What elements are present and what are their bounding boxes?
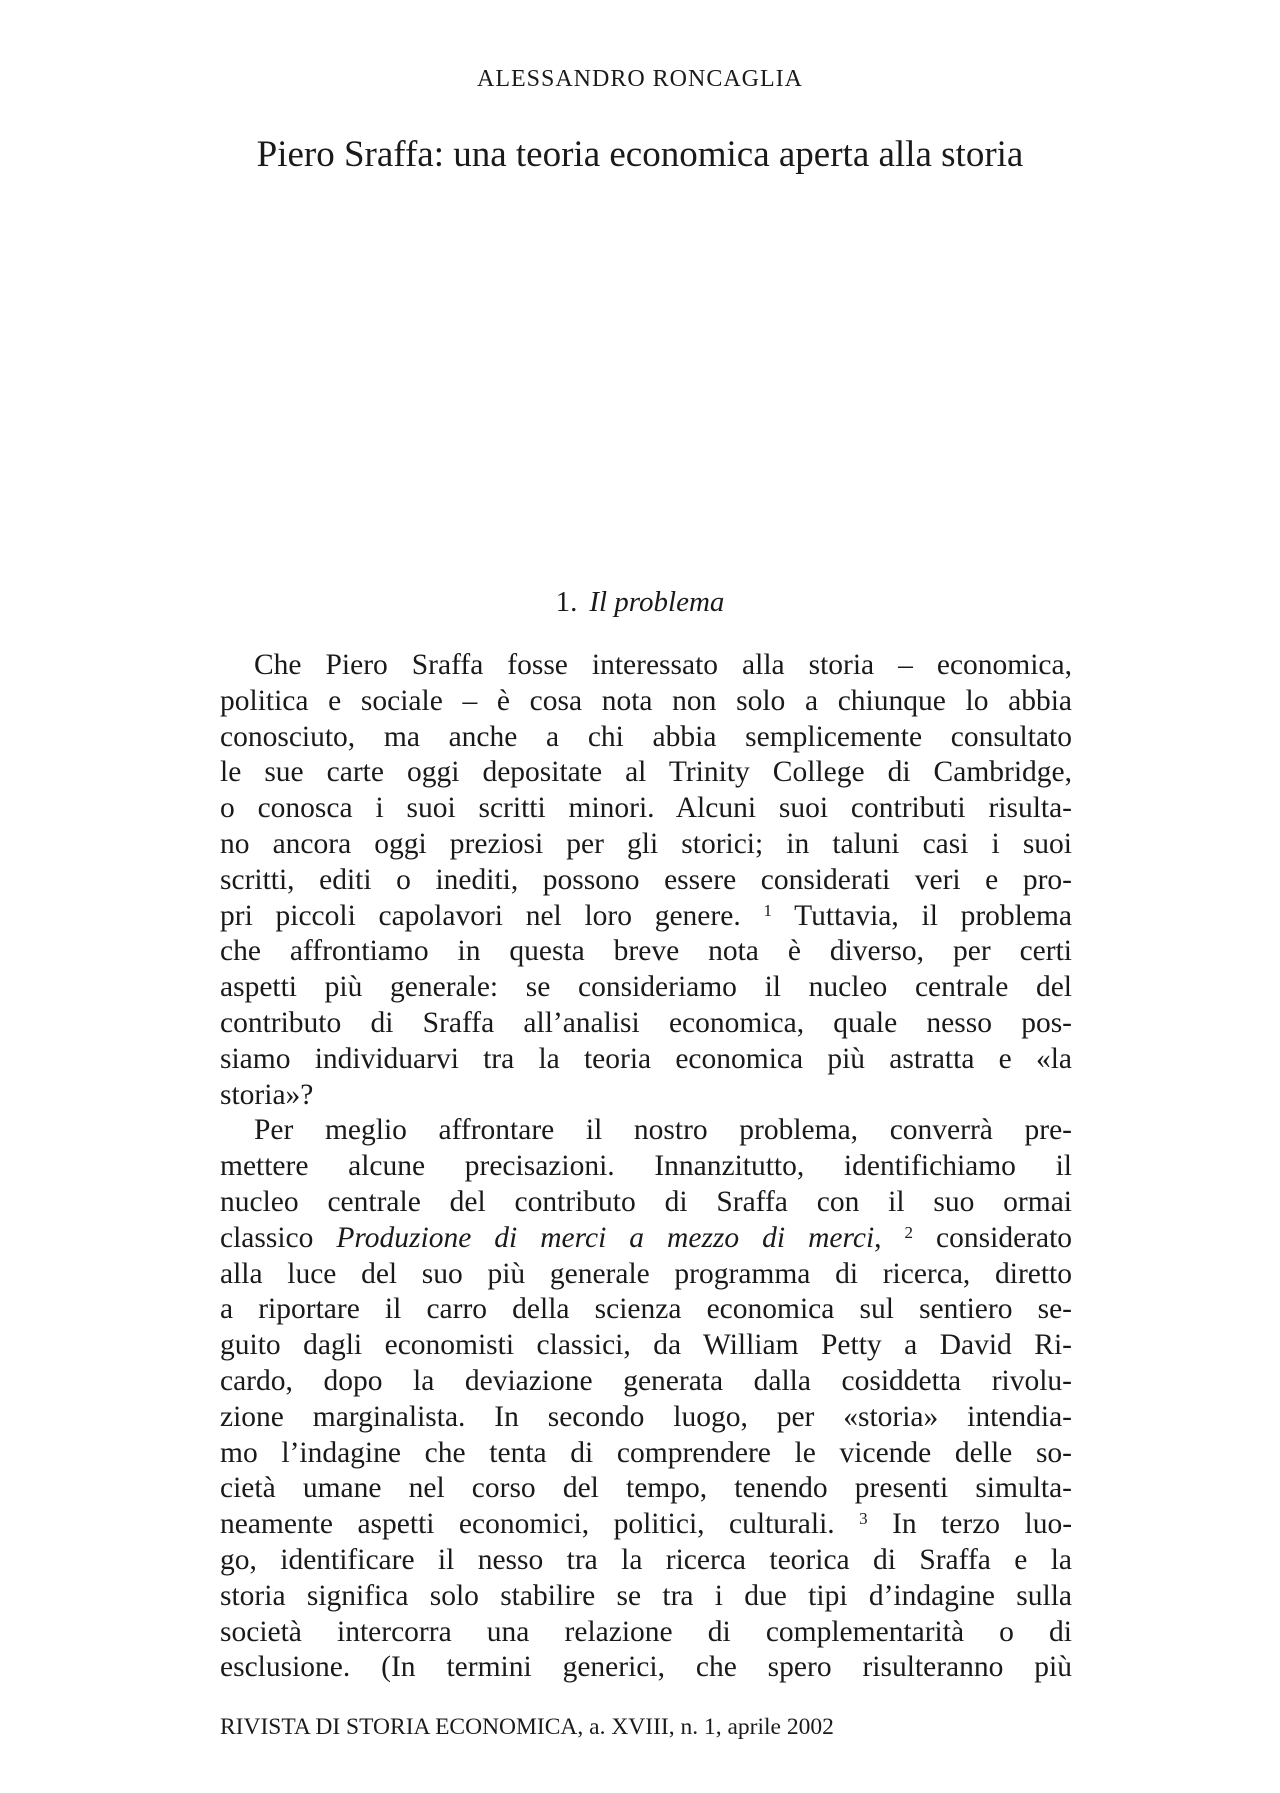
- text-line: esclusione. (In termini generici, che spero risulteranno più: [220, 1651, 1072, 1684]
- text-segment: In terzo luo-: [892, 1508, 1073, 1541]
- text-line: mo l’indagine che tenta di comprendere le vicende delle so-: [220, 1436, 1072, 1469]
- text-line: scritti, editi o inediti, possono essere considerati veri e pro-: [220, 863, 1072, 896]
- body-text: [220, 648, 1072, 1686]
- text-line: cardo, dopo la deviazione generata dalla cosiddetta rivolu-: [220, 1364, 1072, 1397]
- text-line: [220, 1507, 1072, 1543]
- text-segment: pri piccoli capolavori nel loro genere.: [220, 899, 741, 932]
- text-line: le sue carte oggi depositate al Trinity College di Cambridge,: [220, 756, 1072, 789]
- text-segment: considerato: [936, 1221, 1073, 1254]
- text-line: alla luce del suo più generale programma di ricerca, diretto: [220, 1257, 1072, 1290]
- text-line: siamo individuarvi tra la teoria economica più astratta e «la: [220, 1042, 1072, 1075]
- footnote-marker: 2: [904, 1222, 914, 1242]
- text-line: go, identificare il nesso tra la ricerca teorica di Sraffa e la: [220, 1543, 1072, 1576]
- journal-citation: RIVISTA DI STORIA ECONOMICA, a. XVIII, n. 1, aprile 2002: [220, 1714, 834, 1740]
- footnote-marker: 1: [763, 900, 772, 920]
- text-segment: Tuttavia, il problema: [794, 899, 1073, 932]
- text-line: mettere alcune precisazioni. Innanzitutto, identifichiamo il: [220, 1150, 1072, 1183]
- footnote-marker: 3: [859, 1509, 868, 1529]
- text-line: storia»?: [220, 1078, 314, 1111]
- author-name: ALESSANDRO RONCAGLIA: [476, 66, 803, 92]
- text-line: contributo di Sraffa all’analisi economica, quale nesso pos-: [220, 1006, 1072, 1039]
- text-line: [220, 1221, 1072, 1257]
- text-line: Per meglio affrontare il nostro problema, converrà pre-: [254, 1114, 1072, 1147]
- text-segment: classico: [220, 1221, 314, 1254]
- text-line: politica e sociale – è cosa nota non solo a chiunque lo abbia: [220, 684, 1072, 717]
- text-line: o conosca i suoi scritti minori. Alcuni suoi contributi risulta-: [220, 792, 1072, 825]
- text-line: che affrontiamo in questa breve nota è diverso, per certi: [220, 935, 1072, 968]
- text-line: società intercorra una relazione di complementarità o di: [220, 1615, 1072, 1648]
- section-heading: [0, 586, 1280, 619]
- text-line: no ancora oggi preziosi per gli storici; in taluni casi i suoi: [220, 827, 1072, 860]
- text-line: guito dagli economisti classici, da William Petty a David Ri-: [220, 1329, 1072, 1362]
- book-title: Produzione di merci a mezzo di merci: [336, 1221, 875, 1254]
- section-number: 1.: [555, 586, 578, 618]
- text-line: nucleo centrale del contributo di Sraffa con il suo ormai: [220, 1185, 1072, 1218]
- text-line: storia significa solo stabilire se tra i due tipi d’indagine sulla: [220, 1579, 1072, 1612]
- text-segment: ,: [874, 1221, 882, 1254]
- text-line: conosciuto, ma anche a chi abbia semplicemente consultato: [220, 720, 1072, 753]
- text-line: a riportare il carro della scienza economica sul sentiero se-: [220, 1293, 1072, 1326]
- text-line: aspetti più generale: se consideriamo il nucleo centrale del: [220, 971, 1072, 1004]
- text-line: cietà umane nel corso del tempo, tenendo presenti simulta-: [220, 1472, 1072, 1505]
- section-title: Il problema: [589, 586, 725, 618]
- text-line: zione marginalista. In secondo luogo, per «storia» intendia-: [220, 1400, 1072, 1433]
- text-line: Che Piero Sraffa fosse interessato alla storia – economica,: [254, 649, 1072, 681]
- text-line: [220, 899, 1072, 935]
- text-segment: neamente aspetti economici, politici, culturali.: [220, 1508, 835, 1541]
- article-title: Piero Sraffa: una teoria economica aperta alla storia: [256, 134, 1024, 175]
